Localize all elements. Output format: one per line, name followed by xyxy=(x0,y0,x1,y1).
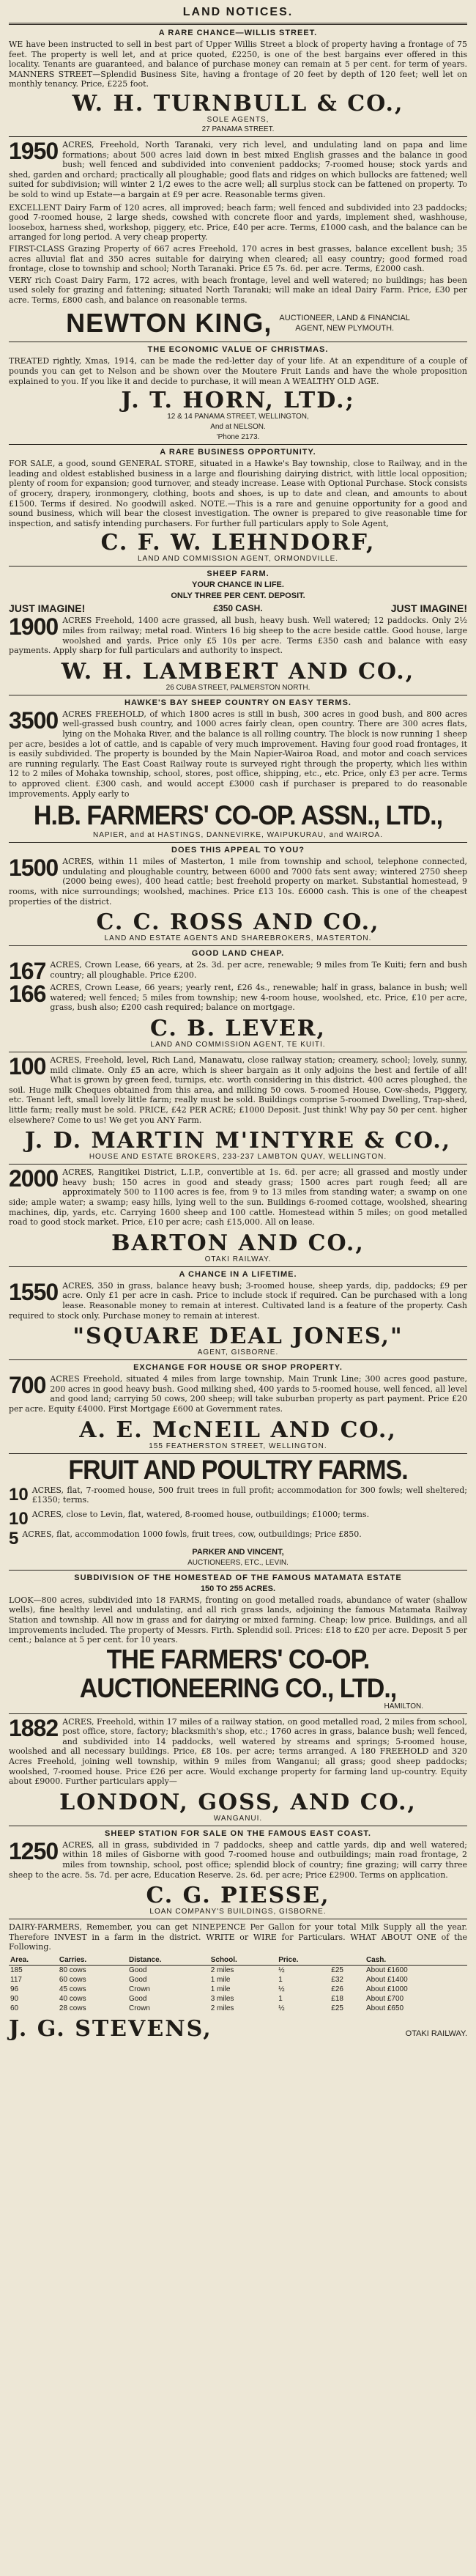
ad-dairy-farmers xyxy=(9,1922,467,2042)
ad-body: 700 ACRES Freehold, situated 4 miles from large township, Main Trunk Line; 300 acres good pasture, 200 acres in good heavy bush. Good milking shed, 400 yards to 5-roomed house, well fenced, all level and good land; carrying 50 cows, 200 sheep; will take suburban property as part payment. Price £20 per acre. Equity £4000. First Mortgage £600 at Government rates. xyxy=(9,1372,467,1414)
agent-name: NEWTON KING, xyxy=(66,308,272,339)
ad-body: 1550 ACRES, 350 in grass, balance heavy bush; 3-roomed house, sheep yards, dip, paddocks; £9 per acre. Only £1 per acre in cash. Price to include stock if required. Can be purchased with a long lease. Reasonable money to remain at interest. Cultivated land is a feature of the property. Cash required to stock only. Purchase money to remain at interest. xyxy=(9,1278,467,1321)
ad-body: 1950 ACRES, Freehold, North Taranaki, very rich level, and undulating land on papa and lime formations; about 500 acres laid down in best mixed English grasses and the balance in good bush; well fenced and subdivided into convenient paddocks; 7-roomed house; stock yards and shed, garden and orchard; practically all ploughable; good flats and ridges on which bullocks are fattened; well suited for subdivision; will winter 2 1/2 ewes to the acre well; all surplus stock can be fattened on property. To be sold to wind up Estate—a bargain at £9 per acre. Reasonable terms given. xyxy=(9,137,467,199)
agent-name: C. C. ROSS AND CO., xyxy=(96,909,380,936)
divider xyxy=(9,842,467,843)
table-header: School. xyxy=(209,1955,278,1966)
ad-heading: A RARE BUSINESS OPPORTUNITY. xyxy=(160,448,316,457)
divider xyxy=(9,1570,467,1571)
ad-east-coast xyxy=(9,1829,467,1916)
ad-heading: SUBDIVISION OF THE HOMESTEAD OF THE FAMOUS MATAMATA ESTATE xyxy=(74,1573,402,1582)
lead-number: 10 xyxy=(9,1484,29,1505)
agent-subtitle: HAMILTON. xyxy=(384,1702,423,1710)
ad-north-taranaki xyxy=(9,137,467,339)
agent-name: C. G. PIESSE, xyxy=(146,1883,330,1909)
ad-body: WE have been instructed to sell in best part of Upper Willis Street a block of property having a frontage of 75 feet. The property is well let, and at price quoted, £2250, is one of the best bargains ever offered in this locality. Tenants are guaranteed, and balance of purchase money can remain at 5 per cent. for term of years. MANNERS STREET—Splendid Business Site, having a frontage of 20 feet by depth of 120 feet; well let on monthly tenancy. Price, £225 foot. xyxy=(9,40,467,89)
ad-willis-street xyxy=(9,29,467,133)
agent-subtitle: 155 FEATHERSTON STREET, WELLINGTON. xyxy=(149,1442,327,1450)
ad-exchange xyxy=(9,1363,467,1450)
ad-body: VERY rich Coast Dairy Farm, 172 acres, with beach frontage, level and well watered; no buildings; has been used solely for grazing and fattening; situated North Taranaki; will make an ideal Dairy Farm. Price, £30 per acre. Terms, £800 cash, and balance on reasonable terms. xyxy=(9,275,467,305)
ad-body: 1500 ACRES, within 11 miles of Masterton, 1 mile from township and school, telephone connected, undulating and ploughable country, between 6000 and 7000 fats sent away; wintered 2750 sheep (2000 being ewes), 400 head cattle; best freehold property on market. Substantial homestead, 9 rooms, with nice surroundings; woolshed, machines. Price £13 10s. £6000 cash. This is one of the cheapest properties of the district. xyxy=(9,855,467,907)
ad-body: 10 ACRES, flat, 7-roomed house, 500 fruit trees in full profit; accommodation for 300 fowls; well sheltered; £1350; terms. xyxy=(9,1484,467,1505)
agent-block xyxy=(9,308,467,339)
divider xyxy=(9,566,467,567)
ad-business-opportunity xyxy=(9,448,467,563)
ad-body: EXCELLENT Dairy Farm of 120 acres, all improved; beach farm; well fenced and subdivided into 23 paddocks; good 7-roomed house, 2 large sheds, cowshed with concrete floor and yards, implement shed, washhouse, loosebox, harness shed, workshop, piggery, etc. Price, £40 per acre. Terms, £1000 cash, and the balance can be arranged for long period. A very cheap property. xyxy=(9,202,467,243)
agent-subtitle: LAND AND COMMISSION AGENT, TE KUITI. xyxy=(150,1041,326,1049)
lead-number: 100 xyxy=(9,1053,46,1080)
table-row: 96 45 cows Crown 1 mile ½ £26 About £1000 xyxy=(10,1985,408,1993)
lead-number: 1882 xyxy=(9,1714,59,1741)
agent-block xyxy=(9,2016,467,2042)
agent-name: H.B. FARMERS' CO-OP. ASSN., LTD., xyxy=(33,800,443,832)
table-header xyxy=(330,1955,365,1966)
ad-body: DAIRY-FARMERS, Remember, you can get NINEPENCE Per Gallon for your total Milk Supply all the year. Therefore INVEST in a farm in the district. WRITE or WIRE for Particulars. WHAT ABOUT ONE of the Following. xyxy=(9,1922,467,1952)
agent-name: BARTON AND CO., xyxy=(111,1230,365,1256)
agent-subtitle: LOAN COMPANY'S BUILDINGS, GISBORNE. xyxy=(149,1908,327,1916)
ad-body: TREATED rightly, Xmas, 1914, can be made the red-letter day of your life. At an expenditure of a couple of pounds you can get to Nelson and be shown over the Moutere Fruit Lands and have the whole proposition explained to you. If you like it and decide to purchase, it will mean A WEALTHY OLD AGE. xyxy=(9,356,467,386)
ad-christmas xyxy=(9,345,467,441)
ad-body: 5 ACRES, flat, accommodation 1000 fowls, fruit trees, cow, outbuildings; Price £850. xyxy=(9,1528,362,1549)
ad-good-land-cheap xyxy=(9,949,467,1049)
agent-name: W. H. TURNBULL & CO., xyxy=(72,90,404,117)
lead-number: 3500 xyxy=(9,706,59,734)
ad-heading: SHEEP STATION FOR SALE ON THE FAMOUS EAST COAST. xyxy=(105,1828,371,1838)
agent-name: J. D. MARTIN M'INTYRE & CO., xyxy=(24,1128,452,1154)
page-title: LAND NOTICES. xyxy=(182,6,294,18)
farms-table xyxy=(9,1955,467,2013)
agent-subtitle: AGENT, GISBORNE. xyxy=(197,1348,279,1357)
divider xyxy=(9,945,467,946)
ad-heading: HAWKE'S BAY SHEEP COUNTRY ON EASY TERMS. xyxy=(124,698,352,707)
ad-rangitikei xyxy=(9,1167,467,1263)
table-header: Cash. xyxy=(365,1955,467,1966)
ad-body: 166 ACRES, Crown Lease, 66 years; yearly rent, £26 4s., renewable; half in grass, balance in bush; well watered; well fenced; 5 miles from township; new 4-room house, woolshed, etc. Price, £10 per acre, grass, bush also; £200 cash required; balance on mortgage. xyxy=(9,981,467,1013)
agent-name: A. E. McNEIL AND CO., xyxy=(79,1417,397,1443)
lead-number: 1250 xyxy=(9,1837,59,1864)
lead-number: 5 xyxy=(9,1528,19,1549)
ad-body: FOR SALE, a good, sound GENERAL STORE, situated in a Hawke's Bay township, close to Railway, and in the leading and oldest established business in a large and flourishing dairying district, with little local opposition; plenty of room for expansion; good turnover, and steady increase. Lease with Optional Purchase. Stock consists of grocery, drapery, ironmongery, clothing, boots and shoes, is up to date and clean, and amounts to about £1500. Terms if desired. No goodwill asked. NOTE.—This is a rare and genuine opportunity for a good and sound business, which will bear the closest investigation. The owner is prepared to give reasonable time for inspection, and satisfy intending purchasers. For further full particulars apply to Sole Agent, xyxy=(9,459,467,528)
agent-name: J. G. STEVENS, xyxy=(9,2016,212,2042)
lead-number: 1950 xyxy=(9,137,59,164)
ad-body: 1250 ACRES, all in grass, subdivided in 7 paddocks, sheep and cattle yards, dip and well watered; within 18 miles of Gisborne with good 7-roomed house and outbuildings; main road frontage, 2 miles from township, school, post office; splendid block of country; fine grazing; will carry three sheep to the acre. 5s. 7d. per acre, Education Reserve. 2s. 6d. per acre; Price £2900. Terms on application. xyxy=(9,1837,467,1880)
agent-subtitle: AUCTIONEERS, ETC., LEVIN. xyxy=(187,1558,289,1567)
table-row: 117 60 cows Good 1 mile 1 £32 About £1400 xyxy=(10,1976,408,1984)
agent-name: J. T. HORN, LTD.; xyxy=(121,388,355,414)
ad-body: 3500 ACRES FREEHOLD, of which 1800 acres is still in bush, 300 acres in good bush, and 800 acres well-grassed bush country, and 1000 acres fairly clean, open country. There are 300 acres flats, lying on the Mohaka River, and the balance is all rolling country. The block is now running 1 sheep per acre, besides a lot of cattle, and is capable of very much improvement. Having four good road frontages, it is easily subdivided. The property is bounded by the Main Napier-Wairoa Road, and motor and coach services are running regularly. The East Coast Railway route is surveyed right through the property, which lies within 12 to 2 miles of Mohaka township, school, stores, post office, shipping, etc., etc. Price, only £3 per acre. Terms to approved client. £300 cash, and would accept £3000 cash if purchaser is prepared to do reasonable improvements. Apply early to xyxy=(9,706,467,799)
ad-heading: A CHANCE IN A LIFETIME. xyxy=(179,1269,297,1279)
divider xyxy=(9,1359,467,1360)
ad-sheep-farm xyxy=(9,569,467,691)
agent-subtitle: WANGANUI. xyxy=(213,1814,263,1823)
ad-heading: A RARE CHANCE—WILLIS STREET. xyxy=(158,29,318,37)
table-row: 185 80 cows Good 2 miles ½ £25 About £1600 xyxy=(10,1966,408,1974)
ad-subheading: 150 TO 255 ACRES. xyxy=(200,1584,276,1593)
ad-fruit-poultry xyxy=(9,1454,467,1567)
agent-address: And at NELSON. xyxy=(210,423,266,432)
divider xyxy=(9,1453,467,1454)
agent-address: 26 CUBA STREET, PALMERSTON NORTH. xyxy=(166,683,310,692)
table-row: 60 28 cows Crown 2 miles ½ £25 About £650 xyxy=(10,2004,404,2012)
agent-name: THE FARMERS' CO-OP. AUCTIONEERING CO., LTD., xyxy=(79,1643,397,1704)
ad-heading: THE ECONOMIC VALUE OF CHRISTMAS. xyxy=(147,345,329,355)
ad-heading: DOES THIS APPEAL TO YOU? xyxy=(171,846,305,855)
agent-name: PARKER AND VINCENT, xyxy=(192,1547,284,1557)
table-header: Price. xyxy=(277,1955,330,1966)
lead-number: 1500 xyxy=(9,855,59,882)
ad-subheading: YOUR CHANCE IN LIFE. xyxy=(192,580,284,590)
ad-body: LOOK—800 acres, subdivided into 18 FARMS, fronting on good metalled roads, abundance of water (shallow wells), fine healthy level and undulating, and all rich grass lands, adjoining the famous Matamata Railway Station and township. All now in grass and for dairying or mixed farming. Cheap; low price. Buildings, and all improvements included. The property of Messrs. Firth. Splendid soil. Prices: £18 to £20 per acre. Deposit 5 per cent.; balance at 5 per cent. for 10 years. xyxy=(9,1595,467,1645)
divider xyxy=(9,1713,467,1714)
ad-heading: GOOD LAND CHEAP. xyxy=(191,949,285,959)
ad-heading: FRUIT AND POULTRY FARMS. xyxy=(68,1454,408,1486)
ad-hawkes-bay xyxy=(9,698,467,839)
agent-name: C. F. W. LEHNDORF, xyxy=(100,530,376,556)
ad-subheading: ONLY THREE PER CENT. DEPOSIT. xyxy=(171,591,305,601)
divider xyxy=(9,444,467,445)
ad-chance-lifetime xyxy=(9,1270,467,1357)
lead-number: 700 xyxy=(9,1372,46,1399)
ad-heading: SHEEP FARM. xyxy=(207,569,269,579)
agent-subtitle: OTAKI RAILWAY. xyxy=(204,1255,272,1263)
agent-subtitle: LAND AND COMMISSION AGENT, ORMONDVILLE. xyxy=(137,555,339,564)
ad-heading: EXCHANGE FOR HOUSE OR SHOP PROPERTY. xyxy=(133,1363,343,1373)
lead-number: 2000 xyxy=(9,1165,59,1192)
imagine-row: JUST IMAGINE! £350 CASH. JUST IMAGINE! xyxy=(9,602,467,615)
ad-body: 1900 ACRES Freehold, 1400 acre grassed, all bush, heavy bush. Well watered; 12 paddocks. Only 2½ miles from railway; metal road. Winters 16 big sheep to the acre beside cattle. Good house, large woolshed and yards. Price only £5 10s per acre. Terms £350 cash and balance with easy payments. Apply sharp for full particulars and authority to inspect. xyxy=(9,613,467,656)
agent-name: W. H. LAMBERT AND CO., xyxy=(61,658,415,684)
ad-body: 100 ACRES, Freehold, level, Rich Land, Manawatu, close railway station; creamery, school; lovely, sunny, mild climate. Only £5 an acre, which is sheer bargain as it only adjoins the best and fertile of all! What is grown by green feed, turnips, etc. worth considering in this district. 400 acres ploughed, the soil. Huge milk Cheques obtained from this area, and milking 50 cows. 5-roomed House, Cow-sheds, Piggery, etc. Tenant left, small lovely little farm; really must be sold. Buildings comprise 5-roomed Dwelling, Trap-shed, little farm; really must be sold. PRICE, £42 PER ACRE; £1000 Deposit. Just think! Why pay 50 per cent. higher elsewhere? Come to us! We get you ANY Farm. xyxy=(9,1053,467,1125)
table-header: Area. xyxy=(9,1955,58,1966)
agent-name: C. B. LEVER, xyxy=(150,1016,326,1042)
agent-name: "SQUARE DEAL JONES," xyxy=(72,1324,404,1350)
agent-name: LONDON, GOSS, AND CO., xyxy=(59,1789,417,1815)
agent-subtitle: NAPIER, and at HASTINGS, DANNEVIRKE, WAIPUKURAU, and WAIROA. xyxy=(92,831,383,840)
ad-body: FIRST-CLASS Grazing Property of 667 acres Freehold, 170 acres in best grasses, balance excellent bush; 35 acres alluvial flat and 350 acres suitable for dairying when cleared; all easy country; good formed road frontage, close to township and school; North Taranaki. Price £5 7s. 6d. per acre. Terms, £2000 cash. xyxy=(9,243,467,274)
table-row: 90 40 cows Good 3 miles 1 £18 About £700 xyxy=(10,1995,404,2003)
ad-wanganui xyxy=(9,1714,467,1823)
divider xyxy=(9,1266,467,1267)
agent-subtitle: LAND AND ESTATE AGENTS AND SHAREBROKERS, MASTERTON. xyxy=(104,934,372,943)
divider xyxy=(9,1164,467,1165)
lead-number: 10 xyxy=(9,1508,29,1529)
agent-address: 12 & 14 PANAMA STREET, WELLINGTON, xyxy=(167,413,309,421)
lead-number: 1550 xyxy=(9,1278,59,1305)
agent-description: AUCTIONEER, LAND & FINANCIAL AGENT, NEW PLYMOUTH. xyxy=(279,314,410,333)
divider xyxy=(9,23,467,25)
ad-body: 1882 ACRES, Freehold, within 17 miles of a railway station, on good metalled road, 2 miles from school, post office, store, factory; blacksmith's shop, etc.; 1760 acres in grass, balance bush; well fenced, and subdivided into 14 paddocks, well watered by streams and springs; 5-roomed house, woolshed and all necessary buildings. Price, £8 10s. per acre; terms arranged. A 180 FREEHOLD and 320 Acres Freehold, joining well township, within 9 miles from Wanganui; all grass; good sheep paddocks; woolshed, 7-roomed house. Price £26 per acre. Would exchange property for farming land up-country. Equity about £9000. Further particulars apply— xyxy=(9,1714,467,1787)
agent-phone: 'Phone 2173. xyxy=(216,433,260,442)
agent-address: 27 PANAMA STREET. xyxy=(201,125,275,133)
table-header: Distance. xyxy=(127,1955,209,1966)
ad-matamata xyxy=(9,1573,467,1710)
table-header: Carries. xyxy=(58,1955,127,1966)
divider xyxy=(9,136,467,137)
ad-body: 10 ACRES, close to Levin, flat, watered, 8-roomed house, outbuildings; £1000; terms. xyxy=(9,1508,370,1529)
agent-subtitle: HOUSE AND ESTATE BROKERS, 233-237 LAMBTON QUAY, WELLINGTON. xyxy=(89,1153,387,1162)
lead-number: 166 xyxy=(9,981,46,1008)
ad-body: 167 ACRES, Crown Lease, 66 years, at 2s. 3d. per acre, renewable; 9 miles from Te Kuiti; fern and bush country; all ploughable. Price £200. xyxy=(9,958,467,985)
lead-number: 167 xyxy=(9,958,46,985)
lead-number: 1900 xyxy=(9,613,59,641)
agent-subtitle: OTAKI RAILWAY. xyxy=(405,2029,467,2038)
agent-subtitle: SOLE AGENTS, xyxy=(207,115,269,124)
table-header-row xyxy=(9,1955,467,1966)
ad-manawatu xyxy=(9,1055,467,1161)
ad-masterton xyxy=(9,846,467,942)
ad-body: 2000 ACRES, Rangitikei District, L.I.P., convertible at 1s. 6d. per acre; all grassed and mostly under heavy bush; 150 acres in good and steady grass; 1500 acres part rough feed; all are approximately 500 to 1100 acres is fee, from 9 to 13 miles from standing water; a swamp on one side; ample water; a swamp; easy hills, lying well to the sun. Buildings 6-roomed cottage, woolshed, shearing machines, dip, yards, etc. Carrying 1600 sheep and 100 cattle. Homestead within 5 miles; on good metalled road to good stock market. Price, £10 per acre; cash £15,000. All on lease. xyxy=(9,1165,467,1228)
